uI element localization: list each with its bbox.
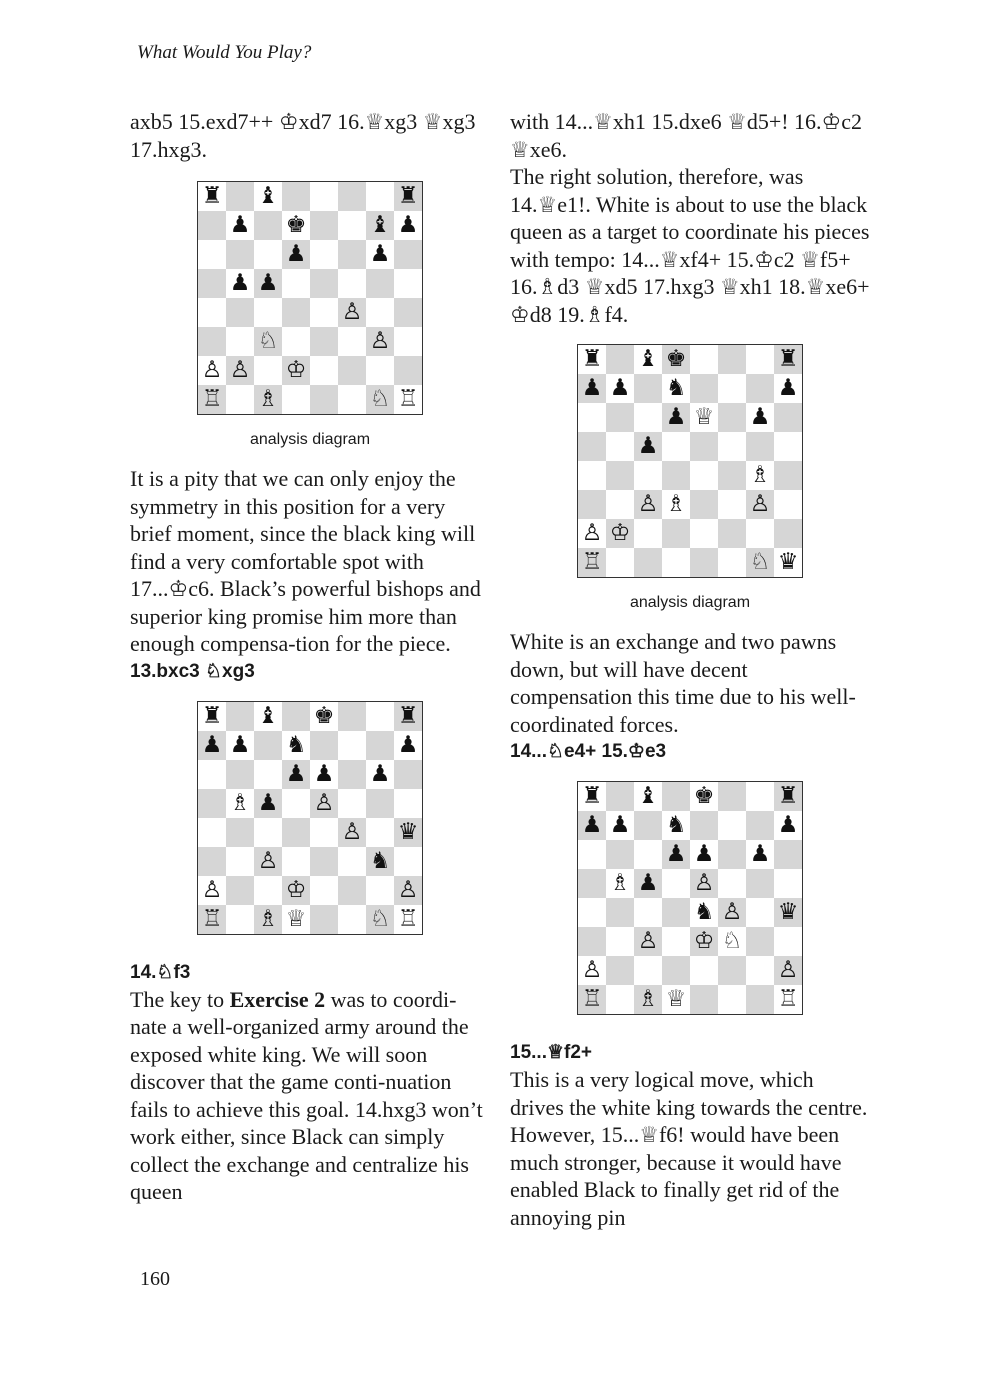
white-king-icon: ♔	[282, 876, 310, 905]
board-square	[718, 403, 746, 432]
board-square	[394, 269, 422, 298]
board-square	[690, 374, 718, 403]
board-square	[394, 327, 422, 356]
white-rook-icon: ♖	[578, 548, 606, 577]
board-square	[338, 327, 366, 356]
board-square	[254, 240, 282, 269]
board-square	[254, 298, 282, 327]
black-pawn-icon: ♟	[254, 269, 282, 298]
board-square	[254, 760, 282, 789]
white-rook-icon: ♖	[394, 905, 422, 934]
board-square	[718, 345, 746, 374]
black-bishop-icon: ♝	[634, 345, 662, 374]
board-square	[254, 818, 282, 847]
board-square	[226, 847, 254, 876]
board-square	[634, 956, 662, 985]
board-square	[746, 898, 774, 927]
board-square	[198, 211, 226, 240]
board-square	[198, 298, 226, 327]
white-knight-icon: ♘	[366, 905, 394, 934]
black-rook-icon: ♜	[578, 345, 606, 374]
board-square	[662, 519, 690, 548]
board-square	[746, 956, 774, 985]
black-knight-icon: ♞	[282, 731, 310, 760]
board-square	[578, 869, 606, 898]
board-square	[718, 811, 746, 840]
board-square	[338, 702, 366, 731]
board-square	[198, 789, 226, 818]
board-square	[310, 327, 338, 356]
board-square	[634, 519, 662, 548]
white-rook-icon: ♖	[774, 985, 802, 1014]
black-king-icon: ♚	[282, 211, 310, 240]
board-square	[774, 927, 802, 956]
white-king-icon: ♔	[282, 356, 310, 385]
white-knight-icon: ♘	[746, 548, 774, 577]
black-pawn-icon: ♟	[282, 240, 310, 269]
white-bishop-icon: ♗	[254, 905, 282, 934]
board-square	[718, 985, 746, 1014]
board-square	[198, 240, 226, 269]
board-square	[282, 789, 310, 818]
board-square	[746, 782, 774, 811]
white-pawn-icon: ♙	[310, 789, 338, 818]
board-square	[226, 818, 254, 847]
black-rook-icon: ♜	[198, 702, 226, 731]
board-square	[718, 432, 746, 461]
board-square	[338, 356, 366, 385]
left-column	[130, 108, 490, 1206]
board-square	[338, 731, 366, 760]
board-square	[394, 298, 422, 327]
board-square	[366, 702, 394, 731]
board-square	[338, 240, 366, 269]
board-square	[578, 403, 606, 432]
black-king-icon: ♚	[310, 702, 338, 731]
board-square	[366, 789, 394, 818]
white-pawn-icon: ♙	[746, 490, 774, 519]
white-pawn-icon: ♙	[634, 927, 662, 956]
diagram-caption: analysis diagram	[249, 431, 371, 448]
black-pawn-icon: ♟	[634, 432, 662, 461]
white-queen-icon: ♕	[690, 403, 718, 432]
board-square	[366, 818, 394, 847]
black-pawn-icon: ♟	[394, 731, 422, 760]
white-rook-icon: ♖	[578, 985, 606, 1014]
board-square	[366, 876, 394, 905]
black-rook-icon: ♜	[578, 782, 606, 811]
board-square	[198, 269, 226, 298]
black-pawn-icon: ♟	[746, 840, 774, 869]
board-square	[718, 519, 746, 548]
page-number: 160	[140, 1268, 170, 1290]
board-square	[338, 269, 366, 298]
board-square	[578, 840, 606, 869]
white-bishop-icon: ♗	[634, 985, 662, 1014]
black-rook-icon: ♜	[394, 702, 422, 731]
white-bishop-icon: ♗	[662, 490, 690, 519]
white-rook-icon: ♖	[198, 385, 226, 414]
white-rook-icon: ♖	[394, 385, 422, 414]
black-pawn-icon: ♟	[606, 811, 634, 840]
board-square	[310, 385, 338, 414]
board-square	[226, 876, 254, 905]
chess-board	[197, 701, 423, 935]
board-square	[198, 760, 226, 789]
board-square	[226, 327, 254, 356]
board-square	[198, 847, 226, 876]
board-square	[310, 298, 338, 327]
black-rook-icon: ♜	[774, 345, 802, 374]
board-square	[746, 811, 774, 840]
board-square	[226, 905, 254, 934]
white-knight-icon: ♘	[254, 327, 282, 356]
board-square	[746, 432, 774, 461]
board-square	[718, 490, 746, 519]
board-square	[254, 211, 282, 240]
black-knight-icon: ♞	[690, 898, 718, 927]
board-square	[366, 356, 394, 385]
board-square	[310, 240, 338, 269]
board-square	[662, 898, 690, 927]
black-rook-icon: ♜	[198, 182, 226, 211]
board-square	[310, 211, 338, 240]
white-pawn-icon: ♙	[226, 356, 254, 385]
black-pawn-icon: ♟	[634, 869, 662, 898]
board-square	[226, 298, 254, 327]
board-square	[338, 211, 366, 240]
chess-board	[197, 181, 423, 415]
running-head: What Would You Play?	[137, 42, 312, 63]
board-square	[718, 461, 746, 490]
white-pawn-icon: ♙	[578, 519, 606, 548]
move-heading: 14...♘e4+ 15.♔e3	[510, 741, 667, 762]
black-pawn-icon: ♟	[226, 731, 254, 760]
board-square	[690, 461, 718, 490]
board-square	[746, 374, 774, 403]
black-knight-icon: ♞	[662, 374, 690, 403]
board-square	[606, 898, 634, 927]
black-bishop-icon: ♝	[254, 702, 282, 731]
board-square	[746, 927, 774, 956]
white-knight-icon: ♘	[718, 927, 746, 956]
board-square	[394, 789, 422, 818]
board-square	[226, 760, 254, 789]
board-square	[718, 548, 746, 577]
black-queen-icon: ♛	[774, 898, 802, 927]
board-square	[606, 927, 634, 956]
board-square	[746, 869, 774, 898]
black-knight-icon: ♞	[662, 811, 690, 840]
black-king-icon: ♚	[662, 345, 690, 374]
board-square	[662, 927, 690, 956]
white-pawn-icon: ♙	[338, 818, 366, 847]
board-square	[310, 905, 338, 934]
board-square	[774, 403, 802, 432]
black-pawn-icon: ♟	[606, 374, 634, 403]
board-square	[606, 956, 634, 985]
move-heading: 14.♘f3	[130, 961, 191, 983]
white-pawn-icon: ♙	[634, 490, 662, 519]
diagram-caption: analysis diagram	[629, 594, 751, 611]
black-rook-icon: ♜	[774, 782, 802, 811]
board-square	[338, 789, 366, 818]
game-diagram-2	[130, 701, 490, 935]
board-square	[662, 782, 690, 811]
black-bishop-icon: ♝	[366, 211, 394, 240]
black-pawn-icon: ♟	[690, 840, 718, 869]
board-square	[690, 345, 718, 374]
board-square	[690, 985, 718, 1014]
board-square	[394, 847, 422, 876]
board-square	[634, 374, 662, 403]
white-pawn-icon: ♙	[338, 298, 366, 327]
board-square	[226, 702, 254, 731]
board-square	[578, 927, 606, 956]
white-knight-icon: ♘	[366, 385, 394, 414]
board-square	[634, 840, 662, 869]
white-rook-icon: ♖	[198, 905, 226, 934]
board-square	[198, 327, 226, 356]
black-pawn-icon: ♟	[578, 374, 606, 403]
board-square	[690, 811, 718, 840]
white-queen-icon: ♕	[662, 985, 690, 1014]
board-square	[338, 847, 366, 876]
black-pawn-icon: ♟	[254, 789, 282, 818]
board-square	[746, 345, 774, 374]
board-square	[774, 461, 802, 490]
board-square	[718, 869, 746, 898]
black-knight-icon: ♞	[366, 847, 394, 876]
board-square	[282, 847, 310, 876]
board-square	[310, 731, 338, 760]
board-square	[606, 403, 634, 432]
move-heading: 15...♕f2+	[510, 1042, 592, 1063]
board-square	[774, 490, 802, 519]
black-pawn-icon: ♟	[310, 760, 338, 789]
board-square	[578, 490, 606, 519]
board-square	[662, 548, 690, 577]
board-square	[282, 182, 310, 211]
board-square	[578, 432, 606, 461]
board-square	[310, 847, 338, 876]
board-square	[310, 269, 338, 298]
board-square	[310, 356, 338, 385]
white-pawn-icon: ♙	[366, 327, 394, 356]
paragraph: This is a very logical move, which drives the white king towards the centre. However, 15...♕f6! would have been much stronger, because it would have enabled Black to finally get rid of the annoying pin	[510, 1067, 868, 1230]
board-square	[718, 782, 746, 811]
board-square	[226, 182, 254, 211]
white-king-icon: ♔	[606, 519, 634, 548]
white-queen-icon: ♕	[282, 905, 310, 934]
board-square	[718, 840, 746, 869]
board-square	[310, 182, 338, 211]
black-pawn-icon: ♟	[774, 374, 802, 403]
black-bishop-icon: ♝	[254, 182, 282, 211]
board-square	[394, 356, 422, 385]
right-column	[510, 108, 870, 1231]
board-square	[606, 782, 634, 811]
white-pawn-icon: ♙	[578, 956, 606, 985]
white-pawn-icon: ♙	[254, 847, 282, 876]
black-pawn-icon: ♟	[662, 840, 690, 869]
board-square	[774, 432, 802, 461]
paragraph: It is a pity that we can only enjoy the symmetry in this position for a very brief moment, since the black king will find a very comfortable spot with 17...♔c6. Black’s powerful bishops and superior king promise him more than enough compensa-tion for the piece.	[130, 466, 481, 656]
board-square	[578, 461, 606, 490]
board-square	[606, 432, 634, 461]
analysis-diagram-3	[510, 344, 870, 612]
board-square	[690, 490, 718, 519]
white-bishop-icon: ♗	[226, 789, 254, 818]
board-square	[718, 956, 746, 985]
board-square	[662, 461, 690, 490]
board-square	[198, 818, 226, 847]
board-square	[606, 840, 634, 869]
white-pawn-icon: ♙	[690, 869, 718, 898]
board-square	[254, 876, 282, 905]
black-pawn-icon: ♟	[394, 211, 422, 240]
board-square	[338, 876, 366, 905]
board-square	[606, 461, 634, 490]
board-square	[774, 869, 802, 898]
paragraph: with 14...♕xh1 15.dxe6 ♕d5+! 16.♔c2 ♕xe6.	[510, 109, 863, 162]
black-rook-icon: ♜	[394, 182, 422, 211]
board-square	[366, 298, 394, 327]
text: The key to	[130, 986, 230, 1012]
board-square	[282, 327, 310, 356]
board-square	[774, 840, 802, 869]
board-square	[662, 956, 690, 985]
black-pawn-icon: ♟	[746, 403, 774, 432]
board-square	[394, 240, 422, 269]
board-square	[366, 182, 394, 211]
game-diagram-4	[510, 781, 870, 1015]
paragraph: axb5 15.exd7++ ♔xd7 16.♕xg3 ♕xg3 17.hxg3.	[130, 109, 476, 162]
board-square	[746, 519, 774, 548]
black-queen-icon: ♛	[774, 548, 802, 577]
board-square	[774, 519, 802, 548]
board-square	[578, 898, 606, 927]
board-square	[282, 298, 310, 327]
board-square	[718, 374, 746, 403]
board-square	[338, 905, 366, 934]
white-bishop-icon: ♗	[606, 869, 634, 898]
chess-board	[577, 781, 803, 1015]
board-square	[338, 182, 366, 211]
board-square	[606, 985, 634, 1014]
board-square	[366, 731, 394, 760]
board-square	[634, 811, 662, 840]
black-pawn-icon: ♟	[226, 211, 254, 240]
board-square	[366, 269, 394, 298]
white-king-icon: ♔	[690, 927, 718, 956]
black-pawn-icon: ♟	[282, 760, 310, 789]
board-square	[282, 818, 310, 847]
exercise-reference: Exercise 2	[229, 986, 326, 1012]
board-square	[606, 345, 634, 374]
black-pawn-icon: ♟	[662, 403, 690, 432]
board-square	[606, 548, 634, 577]
analysis-diagram-1	[130, 181, 490, 449]
white-pawn-icon: ♙	[394, 876, 422, 905]
board-square	[226, 385, 254, 414]
board-square	[226, 240, 254, 269]
board-square	[634, 898, 662, 927]
move-heading: 13.bxc3 ♘xg3	[130, 660, 255, 682]
paragraph	[130, 986, 490, 1206]
board-square	[690, 519, 718, 548]
white-bishop-icon: ♗	[746, 461, 774, 490]
board-square	[662, 869, 690, 898]
board-square	[634, 403, 662, 432]
board-square	[634, 548, 662, 577]
board-square	[690, 956, 718, 985]
board-square	[746, 985, 774, 1014]
white-pawn-icon: ♙	[198, 876, 226, 905]
black-pawn-icon: ♟	[198, 731, 226, 760]
board-square	[606, 490, 634, 519]
chess-board	[577, 344, 803, 578]
board-square	[394, 760, 422, 789]
board-square	[690, 548, 718, 577]
black-bishop-icon: ♝	[634, 782, 662, 811]
board-square	[282, 269, 310, 298]
black-pawn-icon: ♟	[366, 240, 394, 269]
black-pawn-icon: ♟	[226, 269, 254, 298]
black-pawn-icon: ♟	[366, 760, 394, 789]
board-square	[690, 432, 718, 461]
board-square	[254, 356, 282, 385]
black-pawn-icon: ♟	[578, 811, 606, 840]
text: was to coordi-nate a well-organized army around the exposed white king. We will soon discover that the game conti-nuation fails to achieve this goal. 14.hxg3 won’t work either, since Black can simply collect the exchange and centralize his queen	[130, 986, 483, 1204]
white-pawn-icon: ♙	[774, 956, 802, 985]
board-square	[310, 818, 338, 847]
white-pawn-icon: ♙	[198, 356, 226, 385]
black-pawn-icon: ♟	[774, 811, 802, 840]
paragraph: The right solution, therefore, was 14.♕e1!. White is about to use the black queen as a target to coordinate his pieces with tempo: 14...♕xf4+ 15.♔c2 ♕f5+ 16.♗d3 ♕xd5 17.hxg3 ♕xh1 18.♕xe6+ ♔d8 19.♗f4.	[510, 164, 870, 327]
black-queen-icon: ♛	[394, 818, 422, 847]
board-square	[662, 432, 690, 461]
white-bishop-icon: ♗	[254, 385, 282, 414]
black-king-icon: ♚	[690, 782, 718, 811]
board-square	[338, 385, 366, 414]
board-square	[282, 385, 310, 414]
board-square	[310, 876, 338, 905]
board-square	[338, 760, 366, 789]
board-square	[282, 702, 310, 731]
board-square	[634, 461, 662, 490]
white-pawn-icon: ♙	[718, 898, 746, 927]
board-square	[254, 731, 282, 760]
paragraph: White is an exchange and two pawns down, but will have decent compensation this time due to his well-coordinated forces.	[510, 629, 856, 737]
